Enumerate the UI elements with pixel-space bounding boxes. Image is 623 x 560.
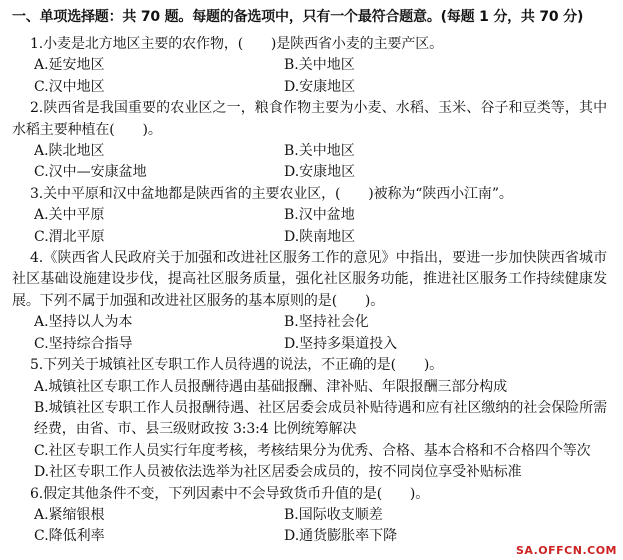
- option-b: B.坚持社会化: [284, 314, 369, 331]
- options-grid: [12, 55, 607, 98]
- question-stem: 6.假定其他条件不变，下列因素中不会导致货币升值的是( )。: [30, 485, 430, 502]
- option-c: C.降低利率: [34, 528, 105, 545]
- options-list: [12, 377, 607, 484]
- question-stem: 4.《陕西省人民政府关于加强和改进社区服务工作的意见》中指出，要进一步加快陕西省城市社区基础设施建设步伐，提高社区服务质量，强化社区服务功能，推进社区服务工作持续健康发展。下列不属于加强和改进社区服务的基本原则的是( )。: [12, 250, 607, 309]
- question-5: [12, 355, 607, 483]
- question-4: [12, 248, 607, 355]
- options-grid: [12, 505, 607, 548]
- option-a: A.坚持以人为本: [34, 314, 133, 331]
- option-b: B.关中地区: [284, 143, 355, 160]
- question-1: [12, 34, 607, 98]
- section-heading: 一、单项选择题：共 70 题。每题的备选项中，只有一个最符合题意。(每题 1 分，共 70 分): [12, 9, 584, 25]
- question-stem: 1.小麦是北方地区主要的农作物，( )是陕西省小麦的主要产区。: [30, 36, 444, 52]
- question-3: [12, 184, 607, 248]
- option-b: B.国际收支顺差: [284, 506, 383, 523]
- option-d: D.社区专职工作人员被依法选举为社区居委会成员的，按不同岗位享受补贴标准: [34, 464, 522, 481]
- question-2: [12, 98, 607, 184]
- option-a: A.延安地区: [34, 57, 105, 74]
- option-a: A.紧缩银根: [34, 506, 105, 523]
- options-grid: [12, 141, 607, 184]
- option-b: B.城镇社区专职工作人员报酬待遇、社区居委会成员补贴待遇和应有社区缴纳的社会保险所需经费，由省、市、县三级财政按 3:3:4 比例统筹解决: [34, 399, 607, 438]
- option-d: D.陕南地区: [284, 228, 356, 245]
- question-6: [12, 484, 607, 548]
- question-stem: 3.关中平原和汉中盆地都是陕西省的主要农业区，( )被称为“陕西小江南”。: [30, 185, 513, 202]
- option-d: D.安康地区: [284, 164, 356, 181]
- option-a: A.陕北地区: [34, 143, 105, 160]
- option-a: A.关中平原: [34, 207, 105, 224]
- site-watermark: SA.OFFCN.COM: [515, 544, 617, 557]
- question-stem: 2.陕西省是我国重要的农业区之一，粮食作物主要为小麦、水稻、玉米、谷子和豆类等，其中水稻主要种植在( )。: [12, 100, 607, 138]
- option-c: C.汉中地区: [34, 78, 105, 95]
- option-b: B.汉中盆地: [284, 207, 355, 224]
- option-c: C.社区专职工作人员实行年度考核，考核结果分为优秀、合格、基本合格和不合格四个等次: [34, 442, 591, 459]
- option-b: B.关中地区: [284, 57, 355, 74]
- question-stem: 5.下列关于城镇社区专职工作人员待遇的说法，不正确的是( )。: [30, 357, 444, 374]
- option-d: D.通货膨胀率下降: [284, 528, 398, 545]
- option-d: D.坚持多渠道投入: [284, 335, 398, 352]
- option-c: C.渭北平原: [34, 228, 105, 245]
- option-c: C.坚持综合指导: [34, 335, 133, 352]
- option-a: A.城镇社区专职工作人员报酬待遇由基础报酬、津补贴、年限报酬三部分构成: [34, 378, 508, 395]
- option-c: C.汉中—安康盆地: [34, 164, 147, 181]
- options-grid: [12, 205, 607, 248]
- option-d: D.安康地区: [284, 78, 356, 95]
- options-grid: [12, 312, 607, 355]
